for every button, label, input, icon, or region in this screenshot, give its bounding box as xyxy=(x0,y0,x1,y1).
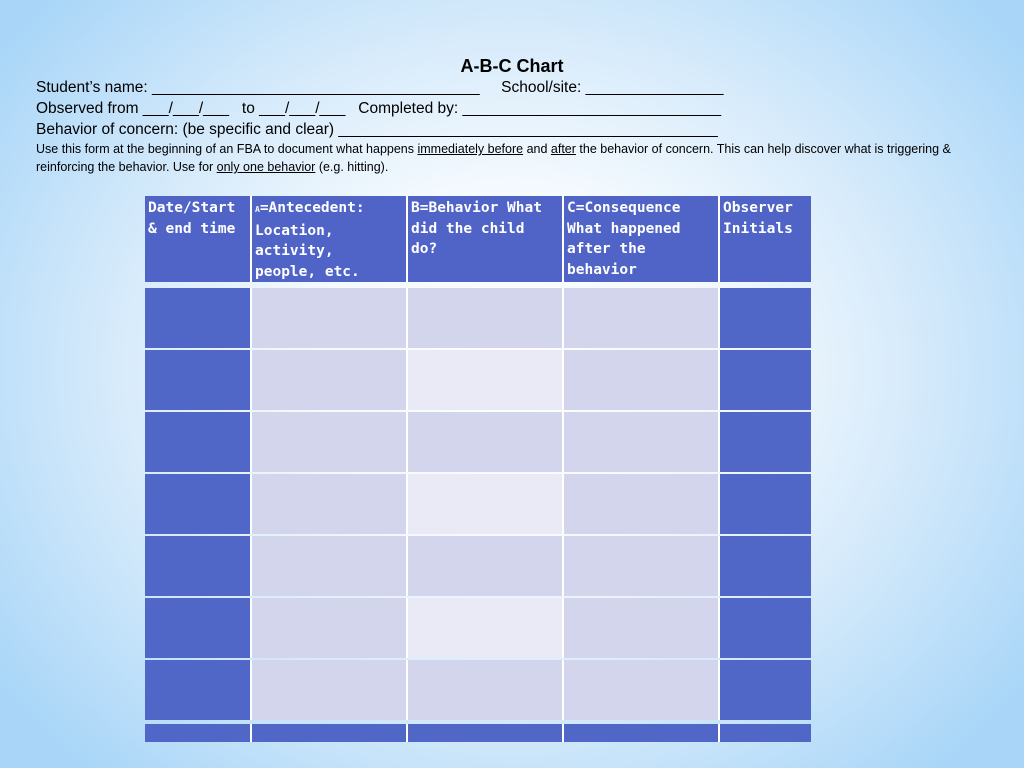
behavior-cell[interactable] xyxy=(408,660,564,720)
consequence-cell[interactable] xyxy=(564,412,720,472)
date-cell[interactable] xyxy=(145,412,252,472)
table-row xyxy=(145,350,811,410)
header-observer-initials: Observer Initials xyxy=(720,196,811,282)
consequence-cell[interactable] xyxy=(564,598,720,658)
consequence-cell[interactable] xyxy=(564,660,720,720)
chart-title: A-B-C Chart xyxy=(460,56,564,76)
abc-table xyxy=(145,196,811,742)
behavior-cell[interactable] xyxy=(408,350,564,410)
observer-cell[interactable] xyxy=(720,536,811,596)
table-row xyxy=(145,288,811,348)
date-cell[interactable] xyxy=(145,350,252,410)
antecedent-cell[interactable] xyxy=(252,598,408,658)
table-row xyxy=(145,474,811,534)
header-date-start-end: Date/Start & end time xyxy=(145,196,252,282)
behavior-cell[interactable] xyxy=(408,536,564,596)
observer-cell[interactable] xyxy=(720,412,811,472)
date-cell[interactable] xyxy=(145,474,252,534)
student-name-school-line: Student’s name: ______________________________________ School/site: ________________ xyxy=(36,79,724,96)
table-row xyxy=(145,660,811,720)
observed-dates-completed-by-line: Observed from ___/___/___ to ___/___/___ Completed by: ______________________________ xyxy=(36,100,722,117)
antecedent-cell[interactable] xyxy=(252,660,408,720)
date-cell[interactable] xyxy=(145,660,252,720)
behavior-cell[interactable] xyxy=(408,474,564,534)
observer-cell[interactable] xyxy=(720,288,811,348)
observer-cell[interactable] xyxy=(720,660,811,720)
table-footer-row xyxy=(145,724,811,742)
behavior-of-concern-line: Behavior of concern: (be specific and clear) ____________________________________________ xyxy=(36,121,718,138)
consequence-cell[interactable] xyxy=(564,536,720,596)
antecedent-cell[interactable] xyxy=(252,474,408,534)
observer-cell[interactable] xyxy=(720,350,811,410)
table-row xyxy=(145,536,811,596)
table-row xyxy=(145,412,811,472)
antecedent-cell[interactable] xyxy=(252,536,408,596)
behavior-cell[interactable] xyxy=(408,598,564,658)
instructions-note: Use this form at the beginning of an FBA to document what happens immediately before and after the behavior of concern. This can help discover what is triggering & reinforcing the behavior. Use for only one behavior (e.g. hitting). xyxy=(36,142,951,174)
consequence-cell[interactable] xyxy=(564,288,720,348)
table-header-row xyxy=(145,196,811,282)
date-cell[interactable] xyxy=(145,598,252,658)
observer-cell[interactable] xyxy=(720,598,811,658)
table-row xyxy=(145,598,811,658)
antecedent-cell[interactable] xyxy=(252,412,408,472)
consequence-cell[interactable] xyxy=(564,350,720,410)
header-consequence: C=Consequence What happened after the behavior xyxy=(564,196,720,282)
date-cell[interactable] xyxy=(145,536,252,596)
behavior-cell[interactable] xyxy=(408,412,564,472)
antecedent-cell[interactable] xyxy=(252,288,408,348)
behavior-cell[interactable] xyxy=(408,288,564,348)
header-behavior: B=Behavior What did the child do? xyxy=(408,196,564,282)
date-cell[interactable] xyxy=(145,288,252,348)
header-antecedent: A=Antecedent: Location, activity, people, etc. xyxy=(252,196,408,282)
consequence-cell[interactable] xyxy=(564,474,720,534)
antecedent-cell[interactable] xyxy=(252,350,408,410)
observer-cell[interactable] xyxy=(720,474,811,534)
